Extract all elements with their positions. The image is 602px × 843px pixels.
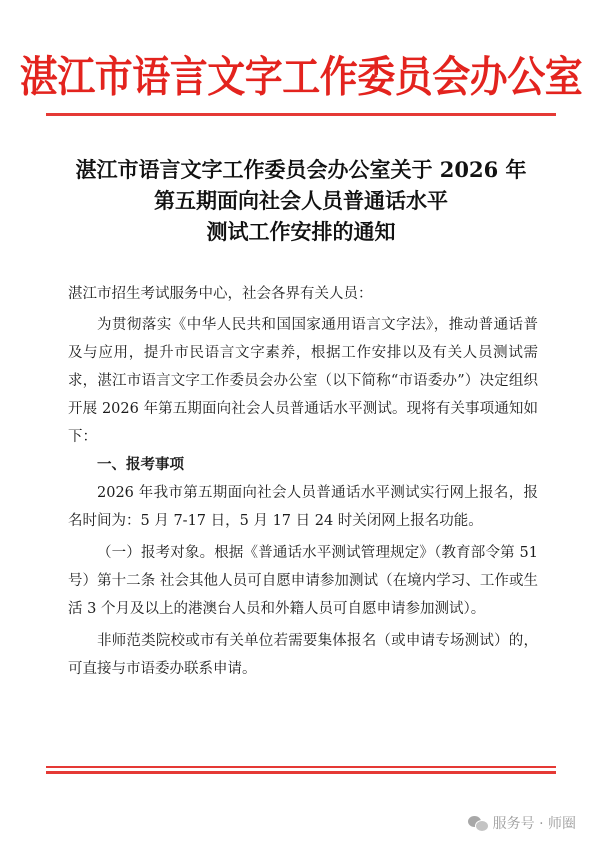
wechat-icon xyxy=(468,816,488,831)
footer-divider-bottom xyxy=(46,771,556,774)
section-heading-registration: 一、报考事项 xyxy=(97,457,184,473)
intro-paragraph: 为贯彻落实《中华人民共和国国家通用语言文字法》，推动普通话普及与应用，提升市民语言文字素养，根据工作安排以及有关人员测试需求，湛江市语言文字工作委员会办公室（以下简称“市语委办”）决定组织开展 2026 年第五期面向社会人员普通话水平测试。现将有关事项通知如下： xyxy=(68,317,538,445)
letterhead-divider xyxy=(46,113,556,116)
notice-body xyxy=(68,280,538,683)
letterhead-org-name: 湛江市语言文字工作委员会办公室 xyxy=(19,50,583,102)
notice-title xyxy=(40,154,562,247)
watermark-text: 服务号 · 师圈 xyxy=(492,816,576,832)
notice-title-line-3: 测试工作安排的通知 xyxy=(206,219,396,244)
footer-divider-top xyxy=(46,766,556,768)
salutation: 湛江市招生考试服务中心，社会各界有关人员： xyxy=(68,286,373,302)
eligibility-paragraph: （一）报考对象。根据《普通话水平测试管理规定》（教育部令第 51 号）第十二条 社会其他人员可自愿申请参加测试（在境内学习、工作或生活 3 个月及以上的港澳台人员和外籍人员可自愿申请参加测试）。 xyxy=(68,545,538,617)
notice-title-line-1: 湛江市语言文字工作委员会办公室关于 2026 年 xyxy=(75,157,527,182)
notice-title-line-2: 第五期面向社会人员普通话水平 xyxy=(154,188,448,213)
watermark xyxy=(468,813,576,833)
group-registration-paragraph: 非师范类院校或市有关单位若需要集体报名（或申请专场测试）的，可直接与市语委办联系申请。 xyxy=(68,633,538,677)
registration-time-paragraph: 2026 年我市第五期面向社会人员普通话水平测试实行网上报名，报名时间为：5 月 7-17 日，5 月 17 日 24 时关闭网上报名功能。 xyxy=(68,485,538,529)
